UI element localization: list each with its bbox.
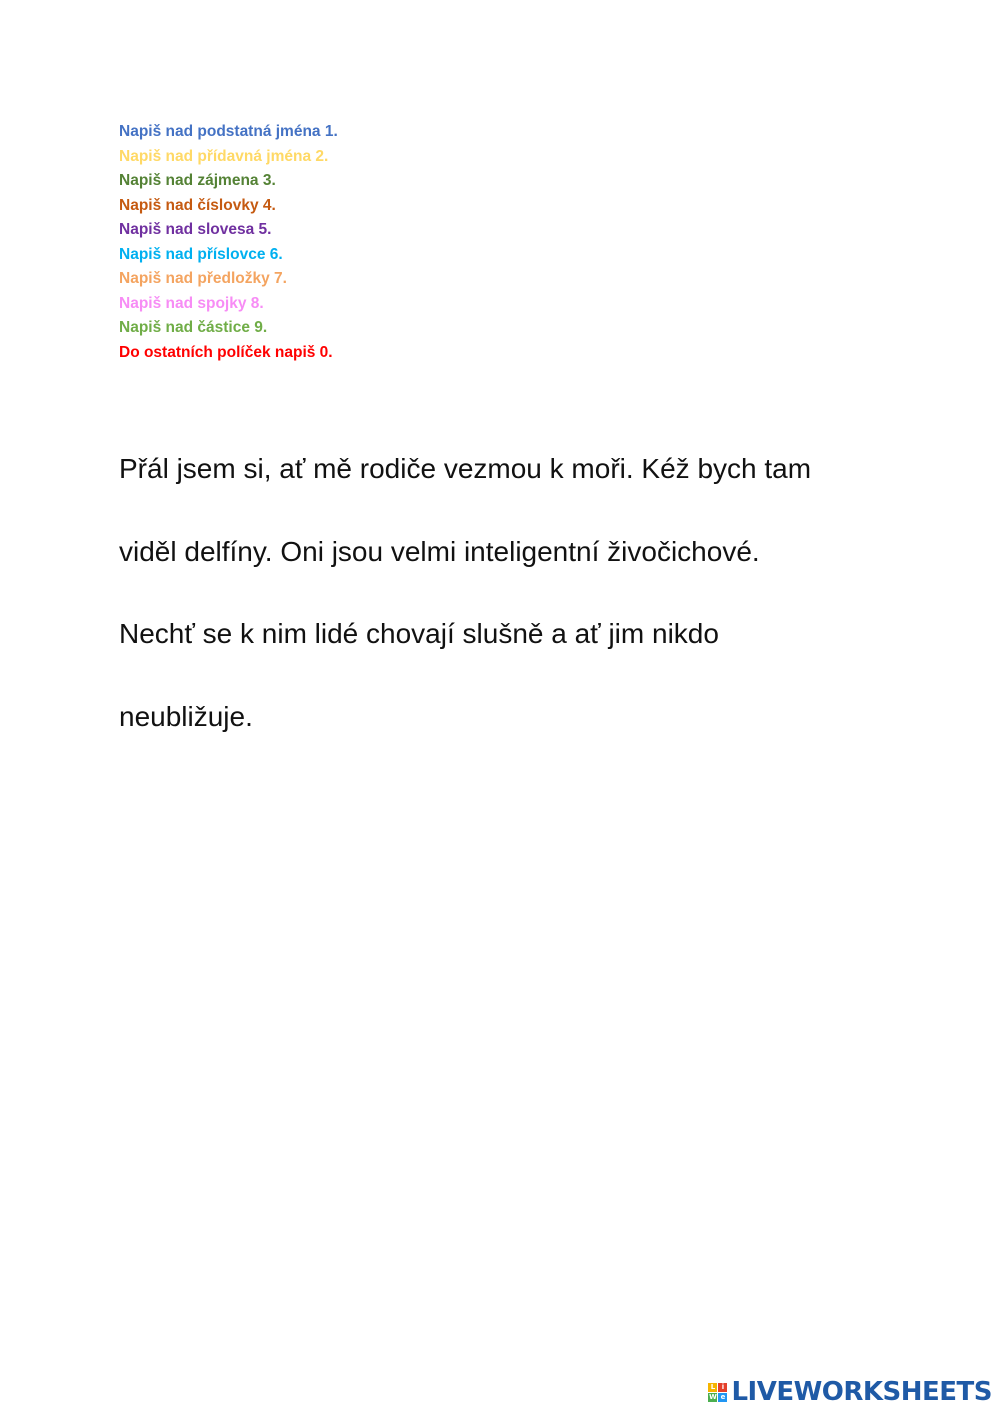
instruction-conjunctions: Napiš nad spojky 8.: [119, 294, 264, 312]
logo-tile: W: [709, 1392, 717, 1401]
instruction-particles: Napiš nad částice 9.: [119, 319, 268, 336]
exercise-line-1: Přál jsem si, ať mě rodiče vezmou k moři. Kéž bych tam: [119, 453, 812, 484]
exercise-line-3: Nechť se k nim lidé chovají slušně a ať jim nikdo: [119, 618, 719, 650]
instruction-verbs: Napiš nad slovesa 5.: [119, 221, 272, 238]
logo-text: LIVEWORKSHEETS: [731, 1377, 992, 1407]
instructions-list: [119, 120, 338, 365]
instruction-nouns: Napiš nad podstatná jména 1.: [119, 123, 338, 140]
logo-tile: i: [718, 1383, 727, 1392]
logo-tile: e: [718, 1393, 727, 1402]
instruction-adjectives: Napiš nad přídavná jména 2.: [119, 147, 329, 165]
exercise-line-4: neubližuje.: [119, 701, 253, 733]
instruction-numerals: Napiš nad číslovky 4.: [119, 196, 276, 214]
liveworksheets-logo: [708, 1377, 992, 1407]
liveworksheets-logo-icon: [708, 1383, 727, 1402]
exercise-text: [119, 448, 939, 779]
instruction-adverbs: Napiš nad příslovce 6.: [119, 245, 283, 263]
instruction-pronouns: Napiš nad zájmena 3.: [119, 172, 276, 189]
instruction-prepositions: Napiš nad předložky 7.: [119, 270, 287, 287]
logo-tile: L: [708, 1383, 717, 1392]
instruction-other: Do ostatních políček napiš 0.: [119, 343, 333, 361]
exercise-line-2: viděl delfíny. Oni jsou velmi inteligentní živočichové.: [119, 535, 760, 567]
